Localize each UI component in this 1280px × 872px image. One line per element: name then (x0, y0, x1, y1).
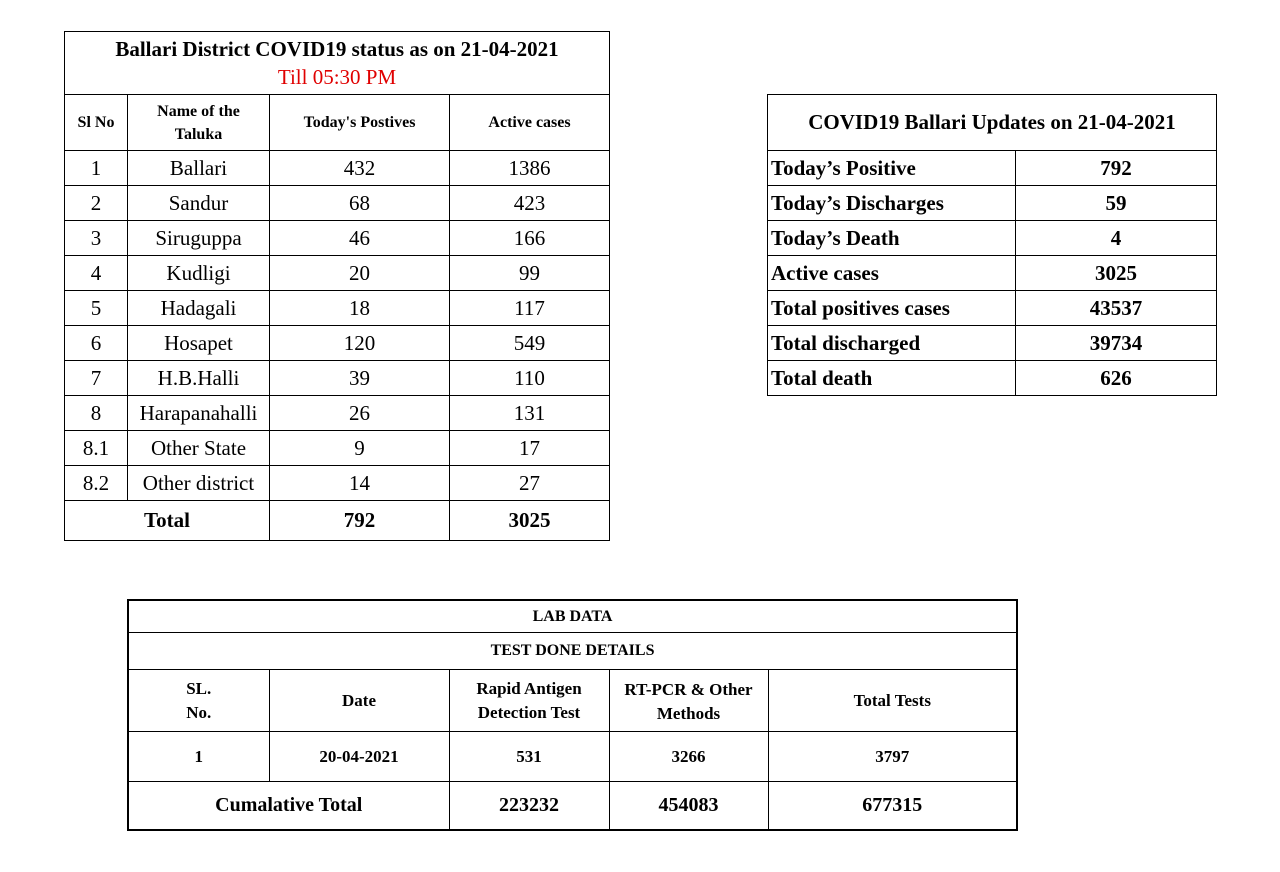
update-row (768, 291, 1217, 326)
row-sl-no: 8.2 (65, 466, 128, 501)
update-label: Total discharged (768, 326, 1016, 361)
row-active-cases: 423 (450, 186, 610, 221)
row-taluka-name: H.B.Halli (128, 361, 270, 396)
header-active-cases: Active cases (450, 95, 610, 151)
lab-header-rtpcr-line1: RT-PCR & Other (624, 680, 753, 699)
row-todays-positives: 18 (270, 291, 450, 326)
lab-data-table (127, 599, 1018, 831)
row-taluka-name: Hadagali (128, 291, 270, 326)
row-sl-no: 3 (65, 221, 128, 256)
update-label: Today’s Death (768, 221, 1016, 256)
row-active-cases: 27 (450, 466, 610, 501)
taluka-row (65, 291, 610, 326)
lab-row-date: 20-04-2021 (269, 732, 449, 782)
updates-table (767, 94, 1217, 396)
lab-header-rapid (449, 670, 609, 732)
row-sl-no: 7 (65, 361, 128, 396)
lab-header-rapid-line1: Rapid Antigen (476, 678, 582, 698)
row-taluka-name: Harapanahalli (128, 396, 270, 431)
row-todays-positives: 26 (270, 396, 450, 431)
taluka-row (65, 466, 610, 501)
taluka-row (65, 221, 610, 256)
row-todays-positives: 9 (270, 431, 450, 466)
update-row (768, 256, 1217, 291)
row-sl-no: 4 (65, 256, 128, 291)
taluka-row (65, 186, 610, 221)
row-active-cases: 549 (450, 326, 610, 361)
taluka-table-title-cell (65, 32, 610, 95)
taluka-row (65, 256, 610, 291)
lab-data-subtitle: TEST DONE DETAILS (128, 633, 1017, 670)
taluka-row (65, 326, 610, 361)
lab-header-rapid-line2: Detection Test (477, 702, 581, 722)
row-taluka-name: Hosapet (128, 326, 270, 361)
taluka-status-table (64, 31, 610, 541)
update-row (768, 151, 1217, 186)
update-value: 3025 (1016, 256, 1217, 291)
row-todays-positives: 46 (270, 221, 450, 256)
header-taluka-label: Name of the Taluka (157, 102, 240, 143)
lab-row-total: 3797 (768, 732, 1017, 782)
lab-header-sl (128, 670, 269, 732)
total-positives: 792 (270, 501, 450, 541)
taluka-row (65, 151, 610, 186)
header-taluka (128, 95, 270, 151)
total-label: Total (65, 501, 270, 541)
taluka-table-time: Till 05:30 PM (277, 65, 397, 89)
row-active-cases: 110 (450, 361, 610, 396)
row-taluka-name: Sandur (128, 186, 270, 221)
row-taluka-name: Other State (128, 431, 270, 466)
taluka-row (65, 431, 610, 466)
update-label: Active cases (768, 256, 1016, 291)
update-label: Total positives cases (768, 291, 1016, 326)
update-value: 626 (1016, 361, 1217, 396)
taluka-table-title: Ballari District COVID19 status as on 21-04-2021 (115, 37, 559, 61)
cumulative-rapid: 223232 (449, 782, 609, 830)
update-value: 43537 (1016, 291, 1217, 326)
row-todays-positives: 39 (270, 361, 450, 396)
update-value: 39734 (1016, 326, 1217, 361)
taluka-rows (65, 151, 610, 501)
row-active-cases: 1386 (450, 151, 610, 186)
row-todays-positives: 120 (270, 326, 450, 361)
update-value: 59 (1016, 186, 1217, 221)
row-sl-no: 1 (65, 151, 128, 186)
row-sl-no: 8 (65, 396, 128, 431)
update-value: 792 (1016, 151, 1217, 186)
lab-row-sl: 1 (128, 732, 269, 782)
row-active-cases: 17 (450, 431, 610, 466)
row-sl-no: 5 (65, 291, 128, 326)
row-taluka-name: Kudligi (128, 256, 270, 291)
taluka-row (65, 361, 610, 396)
row-active-cases: 117 (450, 291, 610, 326)
row-taluka-name: Other district (128, 466, 270, 501)
lab-header-rtpcr (609, 670, 768, 732)
row-taluka-name: Ballari (128, 151, 270, 186)
row-active-cases: 99 (450, 256, 610, 291)
update-row (768, 221, 1217, 256)
cumulative-label: Cumalative Total (128, 782, 449, 830)
total-active: 3025 (450, 501, 610, 541)
header-sl-no: Sl No (65, 95, 128, 151)
update-row (768, 326, 1217, 361)
lab-header-sl-line1: SL. (186, 678, 212, 698)
lab-row-rapid: 531 (449, 732, 609, 782)
row-todays-positives: 432 (270, 151, 450, 186)
lab-header-date: Date (269, 670, 449, 732)
update-label: Today’s Discharges (768, 186, 1016, 221)
cumulative-total: 677315 (768, 782, 1017, 830)
update-row (768, 186, 1217, 221)
row-todays-positives: 20 (270, 256, 450, 291)
update-label: Today’s Positive (768, 151, 1016, 186)
lab-row-rtpcr: 3266 (609, 732, 768, 782)
row-active-cases: 131 (450, 396, 610, 431)
lab-header-sl-line2: No. (186, 702, 212, 722)
row-todays-positives: 68 (270, 186, 450, 221)
update-value: 4 (1016, 221, 1217, 256)
lab-data-title: LAB DATA (128, 600, 1017, 633)
updates-rows (768, 151, 1217, 396)
update-label: Total death (768, 361, 1016, 396)
lab-header-total: Total Tests (768, 670, 1017, 732)
row-todays-positives: 14 (270, 466, 450, 501)
update-row (768, 361, 1217, 396)
row-sl-no: 8.1 (65, 431, 128, 466)
row-sl-no: 2 (65, 186, 128, 221)
taluka-row (65, 396, 610, 431)
cumulative-rtpcr: 454083 (609, 782, 768, 830)
row-sl-no: 6 (65, 326, 128, 361)
row-taluka-name: Siruguppa (128, 221, 270, 256)
row-active-cases: 166 (450, 221, 610, 256)
updates-title: COVID19 Ballari Updates on 21-04-2021 (768, 95, 1217, 151)
header-todays-positives: Today's Postives (270, 95, 450, 151)
lab-header-rtpcr-line2: Methods (656, 704, 721, 723)
